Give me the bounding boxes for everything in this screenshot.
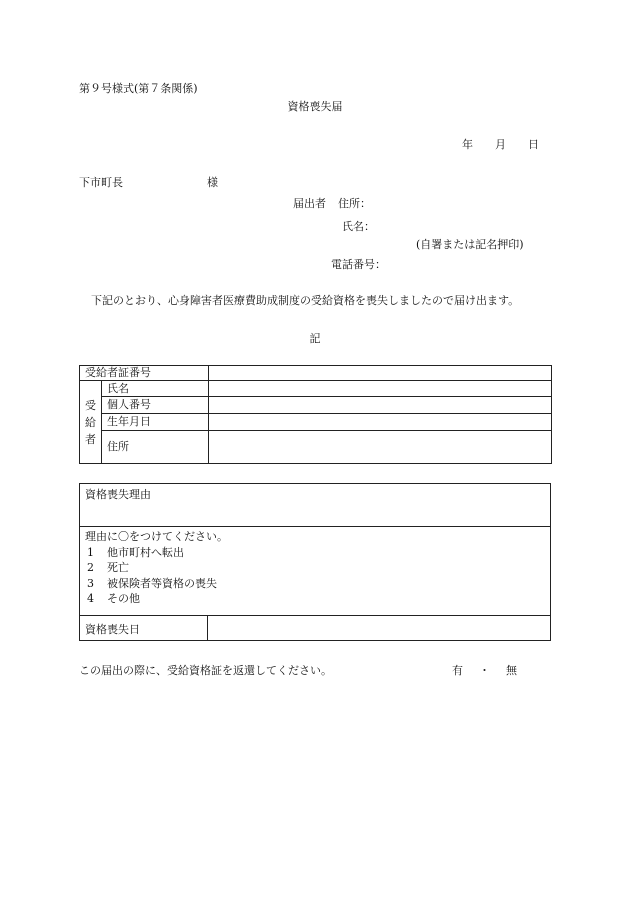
date-month: 月 [495,138,506,151]
addressee-name: 下市町長 [79,176,123,189]
list-item[interactable]: 4 その他 [87,592,140,605]
reason-instruction: 理由に〇をつけてください。 [85,530,228,543]
addressee [79,176,218,190]
ki-heading: 記 [309,332,321,345]
return-yes[interactable]: 有 [452,664,463,677]
table-row [80,414,552,431]
reason-table [79,483,551,641]
table-row [80,366,552,381]
list-item[interactable]: 3 被保険者等資格の喪失 [87,576,217,590]
recipient-birthdate-field[interactable] [209,414,552,431]
cert-number-field[interactable] [209,366,552,381]
recipient-table [79,365,552,464]
return-note: この届出の際に、受給資格証を返還してください。 [79,664,332,677]
date-day: 日 [528,138,539,151]
table-row [80,397,552,414]
recipient-group-label: 受 給 者 [80,381,102,464]
table-row [80,431,552,464]
lost-date-label: 資格喪失日 [80,616,208,640]
reason-label [80,484,550,527]
recipient-name-label: 氏名 [102,381,209,397]
applicant-name-label: 氏名： [342,220,375,233]
addressee-honorific: 様 [207,176,218,189]
return-no[interactable]: 無 [506,664,517,677]
list-item[interactable]: 2 死亡 [87,561,129,574]
table-row [80,381,552,397]
applicant-label: 届出者 [293,197,326,210]
reason-choices [80,527,550,616]
reason-label-text: 資格喪失理由 [85,488,151,501]
form-number: 第９号様式(第７条関係) [79,82,198,95]
recipient-birthdate-label: 生年月日 [102,414,209,431]
seal-note: (自署または記名押印) [416,238,524,251]
date-line [462,138,539,152]
list-item[interactable]: 1 他市町村へ転出 [87,545,184,559]
main-text: 下記のとおり、心身障害者医療費助成制度の受給資格を喪失しましたので届け出ます。 [91,294,520,307]
recipient-address-label: 住所 [102,431,209,464]
lost-date-field[interactable] [208,616,550,640]
recipient-name-field[interactable] [209,381,552,397]
document-title: 資格喪失届 [287,100,343,113]
date-year: 年 [462,138,473,151]
recipient-id-number-field[interactable] [209,397,552,414]
cert-number-label: 受給者証番号 [80,366,209,381]
applicant-address-row [293,197,371,211]
applicant-address-label: 住所： [338,197,371,210]
applicant-phone-label: 電話番号： [331,258,386,271]
return-separator: ・ [479,664,490,677]
return-choice [452,664,517,678]
recipient-address-field[interactable] [209,431,552,464]
recipient-id-number-label: 個人番号 [102,397,209,414]
